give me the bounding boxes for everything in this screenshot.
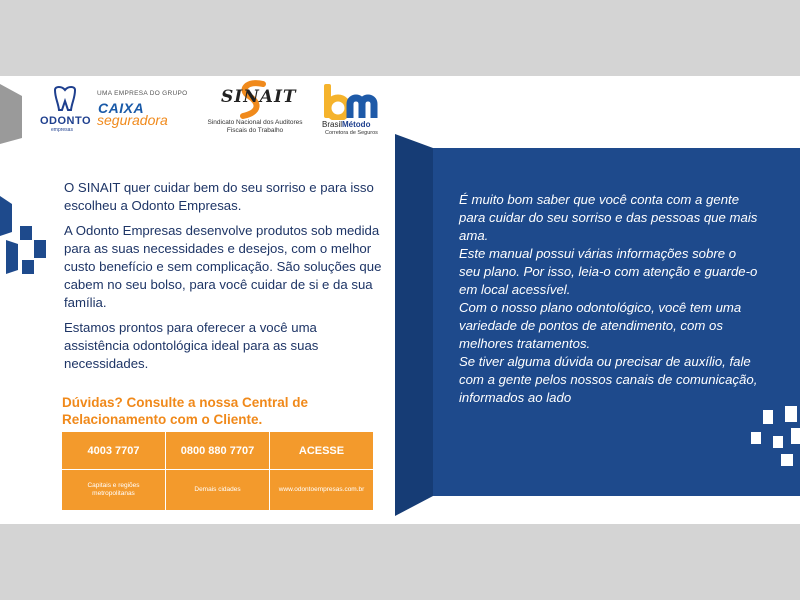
bm-logo-mark (322, 84, 382, 120)
sinait-logo-sub: Sindicato Nacional dos Auditores Fiscais do Trabalho (207, 119, 303, 134)
odonto-logo-text: ODONTO (40, 115, 92, 127)
brochure-page (0, 76, 800, 524)
caixa-logo-text: CAIXA (98, 100, 145, 116)
intro-paragraph: Estamos prontos para oferecer a você uma assistência odontológica ideal para as suas necessidades. (64, 320, 319, 371)
odonto-tooth-logo (52, 86, 78, 114)
caixa-group-text: UMA EMPRESA DO GRUPO (97, 90, 188, 97)
contact-note: Demais cidades (194, 486, 241, 493)
contact-phone-capitals[interactable]: 4003 7707 (62, 432, 165, 470)
welcome-paragraph: Se tiver alguma dúvida ou precisar de auxílio, fale com a gente pelos nossos canais de comunicação, informados ao lado (459, 354, 758, 405)
logo-strip (0, 76, 400, 146)
welcome-paragraph: Com o nosso plano odontológico, você tem uma variedade de pontos de atendimento, com os melhores tratamentos. (459, 300, 742, 351)
intro-text (64, 179, 384, 380)
intro-paragraph: O SINAIT quer cuidar bem do seu sorriso e para isso escolheu a Odonto Empresas. (64, 180, 374, 213)
contact-column (165, 432, 269, 510)
intro-paragraph: A Odonto Empresas desenvolve produtos sob medida para as suas necessidades e desejos, com o melhor custo benefício e sem complicação. São soluções que cabem no seu bolso, para você cuidar de si e da sua família. (64, 223, 382, 310)
contact-website-link[interactable]: www.odontoempresas.com.br (278, 486, 365, 493)
welcome-paragraph: Este manual possui várias informações sobre o seu plano. Por isso, leia-o com atenção e guarde-o em local acessível. (459, 246, 758, 297)
left-pixel-decoration (0, 196, 50, 276)
sinait-logo-text: SINAIT (221, 87, 297, 107)
welcome-text (459, 191, 759, 407)
contact-column (269, 432, 373, 510)
contact-note: Capitais e regiões metropolitanas (87, 482, 140, 497)
contact-table (62, 432, 373, 510)
odonto-logo-sub: empresas (51, 127, 73, 133)
support-heading: Dúvidas? Consulte a nossa Central de Relacionamento com o Cliente. (62, 395, 309, 427)
contact-access-label: ACESSE (270, 432, 373, 470)
bm-logo-text: BrasilMétodo (322, 120, 371, 129)
contact-phone-other-cities[interactable]: 0800 880 7707 (166, 432, 269, 470)
bm-logo-sub: Corretora de Seguros (325, 130, 378, 136)
welcome-paragraph: É muito bom saber que você conta com a gente para cuidar do seu sorriso e das pessoas que mais ama. (459, 192, 758, 243)
contact-column (62, 432, 165, 510)
seguradora-logo-text: seguradora (97, 112, 168, 128)
